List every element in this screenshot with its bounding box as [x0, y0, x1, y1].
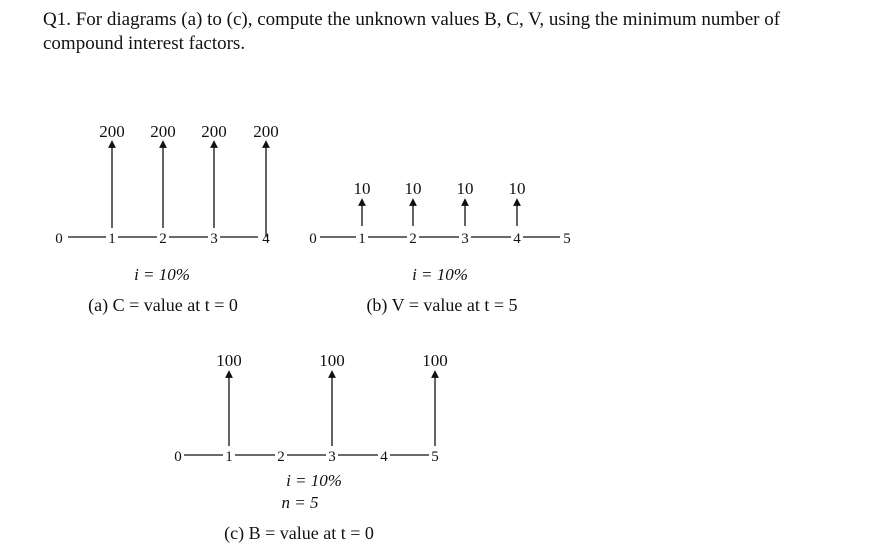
cash-flow-value: 100	[319, 351, 345, 370]
cash-flow-value: 10	[456, 179, 474, 198]
time-tick-label: 5	[563, 231, 571, 247]
time-tick-label: 0	[309, 231, 317, 247]
cash-flow-value: 200	[99, 122, 125, 141]
time-tick-label: 1	[225, 449, 233, 465]
time-tick-label: 1	[358, 231, 366, 247]
diagram-b	[309, 179, 571, 316]
question-number: Q1.	[43, 9, 71, 30]
time-tick-label: 4	[380, 449, 388, 465]
time-tick-label: 3	[461, 231, 469, 247]
time-tick-label: 2	[277, 449, 285, 465]
diagram-caption: (a) C = value at t = 0	[88, 295, 238, 315]
interest-rate: i = 10%	[134, 265, 190, 284]
time-tick-label: 4	[262, 231, 270, 247]
cash-flow-value: 100	[216, 351, 242, 370]
question-body: For diagrams (a) to (c), compute the unknown values B, C, V, using the minimum number of compound interest factors.	[43, 9, 781, 54]
time-tick-label: 3	[328, 449, 336, 465]
cash-flow-value: 200	[201, 122, 227, 141]
time-tick-label: 2	[409, 231, 417, 247]
time-tick-label: 4	[513, 231, 521, 247]
diagram-caption: (b) V = value at t = 5	[366, 295, 518, 315]
cash-flow-value: 100	[422, 351, 448, 370]
time-tick-label: 5	[431, 449, 439, 465]
cash-flow-value: 200	[150, 122, 176, 141]
cash-flow-value: 10	[353, 179, 371, 198]
diagram-caption: (c) B = value at t = 0	[224, 523, 374, 543]
diagram-c	[174, 351, 448, 544]
time-tick-label: 3	[210, 231, 218, 247]
cash-flow-value: 200	[253, 122, 279, 141]
cash-flow-value: 10	[404, 179, 422, 198]
cash-flow-value: 10	[508, 179, 526, 198]
number-of-periods: n = 5	[281, 493, 319, 512]
time-tick-label: 1	[108, 231, 116, 247]
time-tick-label: 0	[174, 449, 182, 465]
time-tick-label: 0	[55, 231, 63, 247]
interest-rate: i = 10%	[286, 471, 342, 490]
time-tick-label: 2	[159, 231, 167, 247]
interest-rate: i = 10%	[412, 265, 468, 284]
diagram-a	[53, 122, 279, 316]
